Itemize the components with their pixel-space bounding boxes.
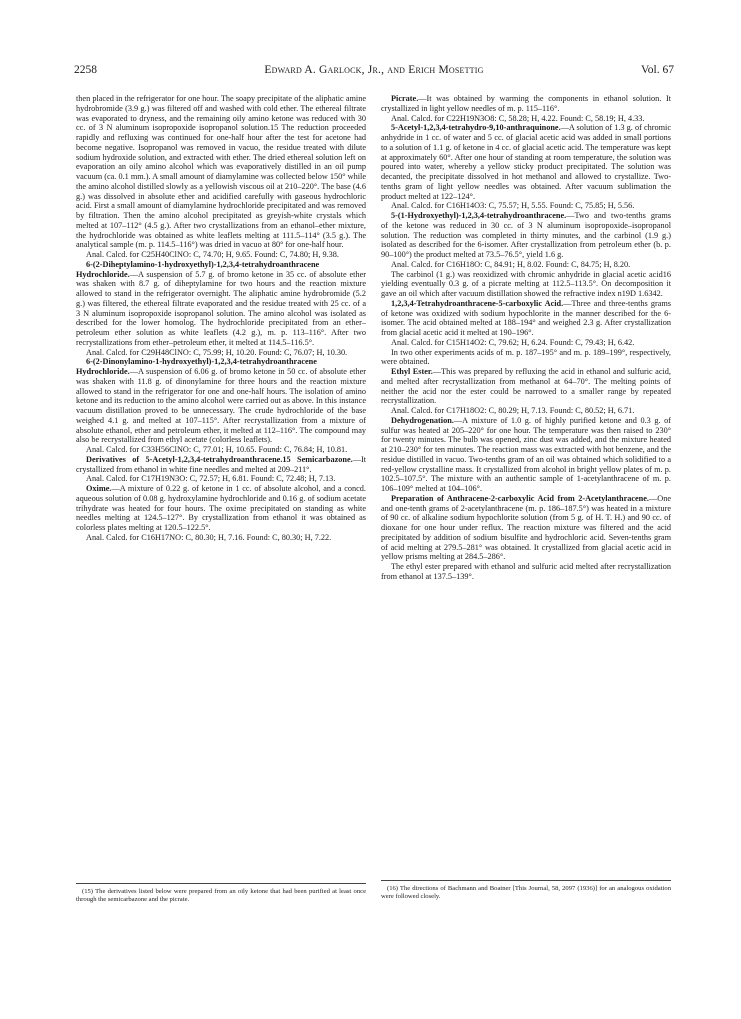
analysis-line: Anal. Calcd. for C17H19N3O: C, 72.57; H, 6.81. Found: C, 72.48; H, 7.13.: [86, 474, 336, 484]
section-paragraph: [381, 211, 671, 260]
paragraph-text: —A mixture of 1.0 g. of highly purified ketone and 0.3 g. of sulfur was heated at 205–220° for one hour. The temperature was then raised to 230° for twenty minutes. The bulb was opened, zinc dust was added, and the mixture heated at 210–230° for ten minutes. The reaction mass was extracted with hot benzene, and the residue distilled in vacuo. Two-tenths gram of an oil was obtained which solidified to a red-yellow crystalline mass. It crystallized from alcohol in bright yellow plates of m. p. 102.5–107.5°. The mixture with an authentic sample of 1-acetylanthracene of m. p. 106–109° melted at 104–106°.: [381, 415, 671, 493]
section-paragraph: [76, 260, 366, 348]
paragraph: In two other experiments acids of m. p. 187–195° and m. p. 189–199°, respectively, were obtained.: [381, 347, 671, 367]
section-paragraph: [381, 367, 671, 406]
section-paragraph: [76, 484, 366, 533]
section-paragraph: [381, 123, 671, 201]
compound-heading: 1,2,3,4-Tetrahydroanthracene-5-carboxylic Acid.: [391, 298, 564, 308]
compound-heading: 6-(2-Diheptylamino-1-hydroxyethyl)-1,2,3,4-tetrahydroanthracene Hydrochloride.: [76, 259, 320, 279]
analysis-line: Anal. Calcd. for C15H14O2: C, 79.62; H, 6.24. Found: C, 79.43; H, 6.42.: [391, 337, 635, 347]
paragraph-text: —Two and two-tenths grams of the ketone was reduced in 30 cc. of 3 N aluminum isopropoxide–isopropanol solution. The reduction was completed in thirty minutes, and the carbinol (1.9 g.) isolated as described for the 6-isomer. After crystallization from petroleum ether (b. p. 90–100°) the product melted at 73.5–76.5°, yield 1.6 g.: [381, 211, 671, 259]
paragraph-text: —A suspension of 6.06 g. of bromo ketone in 50 cc. of absolute ether was shaken with 11.8 g. of dinonylamine for three hours and the reaction mixture allowed to stand in the refrigerator for one and one-half hours. The isolation of amino ketone and its reduction to the amino alcohol were carried out as above. In this instance vacuum distillation proved to be unnecessary. The crude hydrochloride of the base weighed 4.1 g. and melted at 107–115°. After recrystallization from a mixture of absolute ethanol, ether and petroleum ether, it melted at 112–116°. The compound may also be recrystallized from ethyl acetate (colorless leaflets).: [76, 367, 366, 445]
paragraph-text: —Three and three-tenths grams of ketone was oxidized with sodium hypochlorite in the manner described for the 6-isomer. The acid obtained melted at 188–194° and weighed 2.3 g. After crystallization from glacial acetic acid it melted at 190–196°.: [381, 298, 671, 337]
paragraph-text: —A solution of 1.3 g. of chromic anhydride in 1 cc. of water and 5 cc. of glacial acetic acid was added in small portions to a solution of 1.1 g. of ketone in 4 cc. of glacial acetic acid. The temperature was kept at approximately 60°. After one hour of standing at room temperature, the solution was poured into water, whereby a yellow sticky product precipitated. The solution was decanted, the precipitate dissolved in hot methanol and allowed to crystallize. Two-tenths gram of light yellow needles was obtained. After vacuum sublimation the product melted at 122–124°.: [381, 123, 671, 201]
analysis-line: Anal. Calcd. for C16H14O3: C, 75.57; H, 5.55. Found: C, 75.85; H, 5.56.: [391, 201, 635, 211]
section-paragraph: [381, 416, 671, 494]
footnote-15: (15) The derivatives listed below were prepared from an oily ketone that had been purified at least once through the semicarbazone and the picrate.: [76, 888, 366, 904]
footnote-right: [381, 880, 671, 901]
analysis-line: Anal. Calcd. for C22H19N3O8: C, 58.28; H, 4.22. Found: C, 58.19; H, 4.33.: [391, 113, 645, 123]
compound-heading: 5-(1-Hydroxyethyl)-1,2,3,4-tetrahydroanthracene.: [391, 211, 567, 220]
compound-heading: Oxime.: [86, 484, 112, 493]
paragraph-text: —It was obtained by warming the components in ethanol solution. It crystallized in light yellow needles of m. p. 115–116°.: [381, 94, 671, 113]
compound-heading: Ethyl Ester.: [391, 367, 433, 376]
analysis-line: Anal. Calcd. for C33H56ClNO: C, 77.01; H, 10.65. Found: C, 76.84; H, 10.81.: [86, 445, 348, 454]
section-paragraph: [381, 94, 671, 114]
paragraph: The ethyl ester prepared with ethanol and sulfuric acid melted after recrystallization from ethanol at 137.5–139°.: [381, 562, 671, 581]
section-paragraph: [76, 455, 366, 475]
analysis-line: Anal. Calcd. for C17H18O2: C, 80.29; H, 7.13. Found: C, 80.52; H, 6.71.: [391, 406, 635, 415]
footnote-left: [76, 883, 366, 904]
compound-heading: Picrate.: [391, 94, 419, 103]
section-paragraph: [76, 357, 366, 445]
compound-heading: Preparation of Anthracene-2-carboxylic Acid from 2-Acetylanthracene.: [391, 493, 649, 503]
section-paragraph: [381, 494, 671, 562]
paragraph-text: —A mixture of 0.22 g. of ketone in 1 cc. of absolute alcohol, and a concd. aqueous solution of 0.08 g. hydroxylamine hydrochloride and 0.16 g. of sodium acetate trihydrate was heated for four hours. The oxime precipitated on standing as white needles melting at 124.5–127°. By crystallization from ethanol it was obtained as colorless plates melting at 120.5–122.5°.: [76, 484, 366, 532]
left-column: [76, 94, 366, 543]
paragraph-text: —This was prepared by refluxing the acid in ethanol and sulfuric acid, and melted after recrystallization from methanol at 64–70°. The melting points of neither the acid nor the ester could be narrowed to a smaller range by repeated recrystallization.: [381, 367, 671, 406]
compound-heading: Derivatives of 5-Acetyl-1,2,3,4-tetrahydroanthracene.15 Semicarbazone.: [86, 454, 353, 464]
section-paragraph: [381, 299, 671, 338]
footnote-16: (16) The directions of Bachmann and Boatner [This Journal, 58, 2097 (1936)] for an analogous oxidation were followed closely.: [381, 885, 671, 901]
analysis-line: Anal. Calcd. for C16H18O: C, 84.91; H, 8.02. Found: C, 84.75; H, 8.20.: [391, 259, 631, 269]
compound-heading: 5-Acetyl-1,2,3,4-tetrahydro-9,10-anthraquinone.: [391, 123, 561, 133]
paragraph-text: —One and one-tenth grams of 2-acetylanthracene (m. p. 186–187.5°) was heated in a mixture of 90 cc. of alkaline sodium hypochlorite solution (from 5 g. of H. T. H.) and 90 cc. of dioxane for one hour under reflux. The reaction mixture was filtered and the acid precipitated by addition of sodium bisulfite and hydrochloric acid. Seven-tenths gram of acid melting at 279.5–281° was obtained. It crystallized from glacial acetic acid in yellow prisms melting at 284.5–286°.: [381, 493, 671, 562]
running-header: [74, 64, 674, 78]
paragraph: The carbinol (1 g.) was reoxidized with chromic anhydride in glacial acetic acid16 yielding eventually 0.3 g. of a picrate melting at 112.5–113.5°. On decomposition it gave an oil which after vacuum distillation showed the refractive index n19D 1.6342.: [381, 269, 671, 298]
footnote-rule: [381, 880, 671, 881]
analysis-line: Anal. Calcd. for C16H17NO: C, 80.30; H, 7.16. Found: C, 80.30; H, 7.22.: [86, 532, 332, 542]
analysis-line: Anal. Calcd. for C25H40ClNO: C, 74.70; H, 9.65. Found: C, 74.80; H, 9.38.: [86, 250, 339, 259]
compound-heading: Dehydrogenation.: [391, 415, 454, 425]
compound-heading: 6-(2-Dinonylamino-1-hydroxyethyl)-1,2,3,4-tetrahydroanthracene Hydrochloride.: [76, 357, 317, 376]
paragraph-text: —It crystallized from ethanol in white fine needles and melted at 209–211°.: [76, 454, 366, 474]
paragraph-text: —A suspension of 5.7 g. of bromo ketone in 35 cc. of absolute ether was shaken with 8.7 g. of diheptylamine for two hours and the reaction mixture allowed to stand in the refrigerator overnight. The aliphatic amine hydrobromide (5.2 g.) was filtered, the ethereal filtrate evaporated and the residue treated with 25 cc. of a 3 N aluminum isopropoxide isopropanol solution. The amino alcohol was isolated as described for the lower homolog. The hydrochloride precipitated from an ether–petroleum ether solution as white leaflets (4.2 g.), m. p. 113–116°. After two recrystallizations from ether–petroleum ether, it melted at 114.5–116.5°.: [76, 269, 366, 347]
footnote-rule: [76, 883, 366, 884]
analysis-line: Anal. Calcd. for C29H48ClNO: C, 75.99; H, 10.20. Found: C, 76.07; H, 10.30.: [86, 347, 348, 357]
running-title-authors: Edward A. Garlock, Jr., and Erich Mosettig: [264, 64, 484, 76]
paragraph: then placed in the refrigerator for one hour. The soapy precipitate of the aliphatic amine hydrobromide (3.9 g.) was filtered off and washed with cold ether. The ethereal filtrate was evaporated to dryness, and the remaining oily amino ketone was reduced with 30 cc. of 3 N aluminum isopropoxide isopropanol solution.15 The reduction proceeded rapidly and refluxing was continued for one-half hour after the test for acetone had become negative. Isopropanol was removed in vacuo, the residue treated with dilute sodium hydroxide solution, and extracted with ether. The dried ethereal solution left on evaporation an oily amino alcohol which was evaporatively distilled in an oil pump vacuum (ca. 0.1 mm.). A small amount of diamylamine was collected below 150° while the amino alcohol distilled slowly as a yellowish viscous oil at 210–220°. The base (4.6 g.) was dissolved in absolute ether and acidified carefully with gaseous hydrochloric acid. First a small amount of diamylamine hydrochloride precipitated and was removed by filtration. Then the amino alcohol precipitated as greyish-white crystals which melted at 107–112° (4.5 g.). After two crystallizations from an ethanol–ether mixture, the hydrochloride was obtained as white leaflets melting at 111.5–114° (3.5 g.). The analytical sample (m. p. 114.5–116°) was dried in vacuo at 80° for one-half hour.: [76, 94, 366, 250]
right-column: [381, 94, 671, 582]
volume-label: Vol. 67: [640, 64, 674, 76]
page-number: 2258: [74, 64, 97, 76]
